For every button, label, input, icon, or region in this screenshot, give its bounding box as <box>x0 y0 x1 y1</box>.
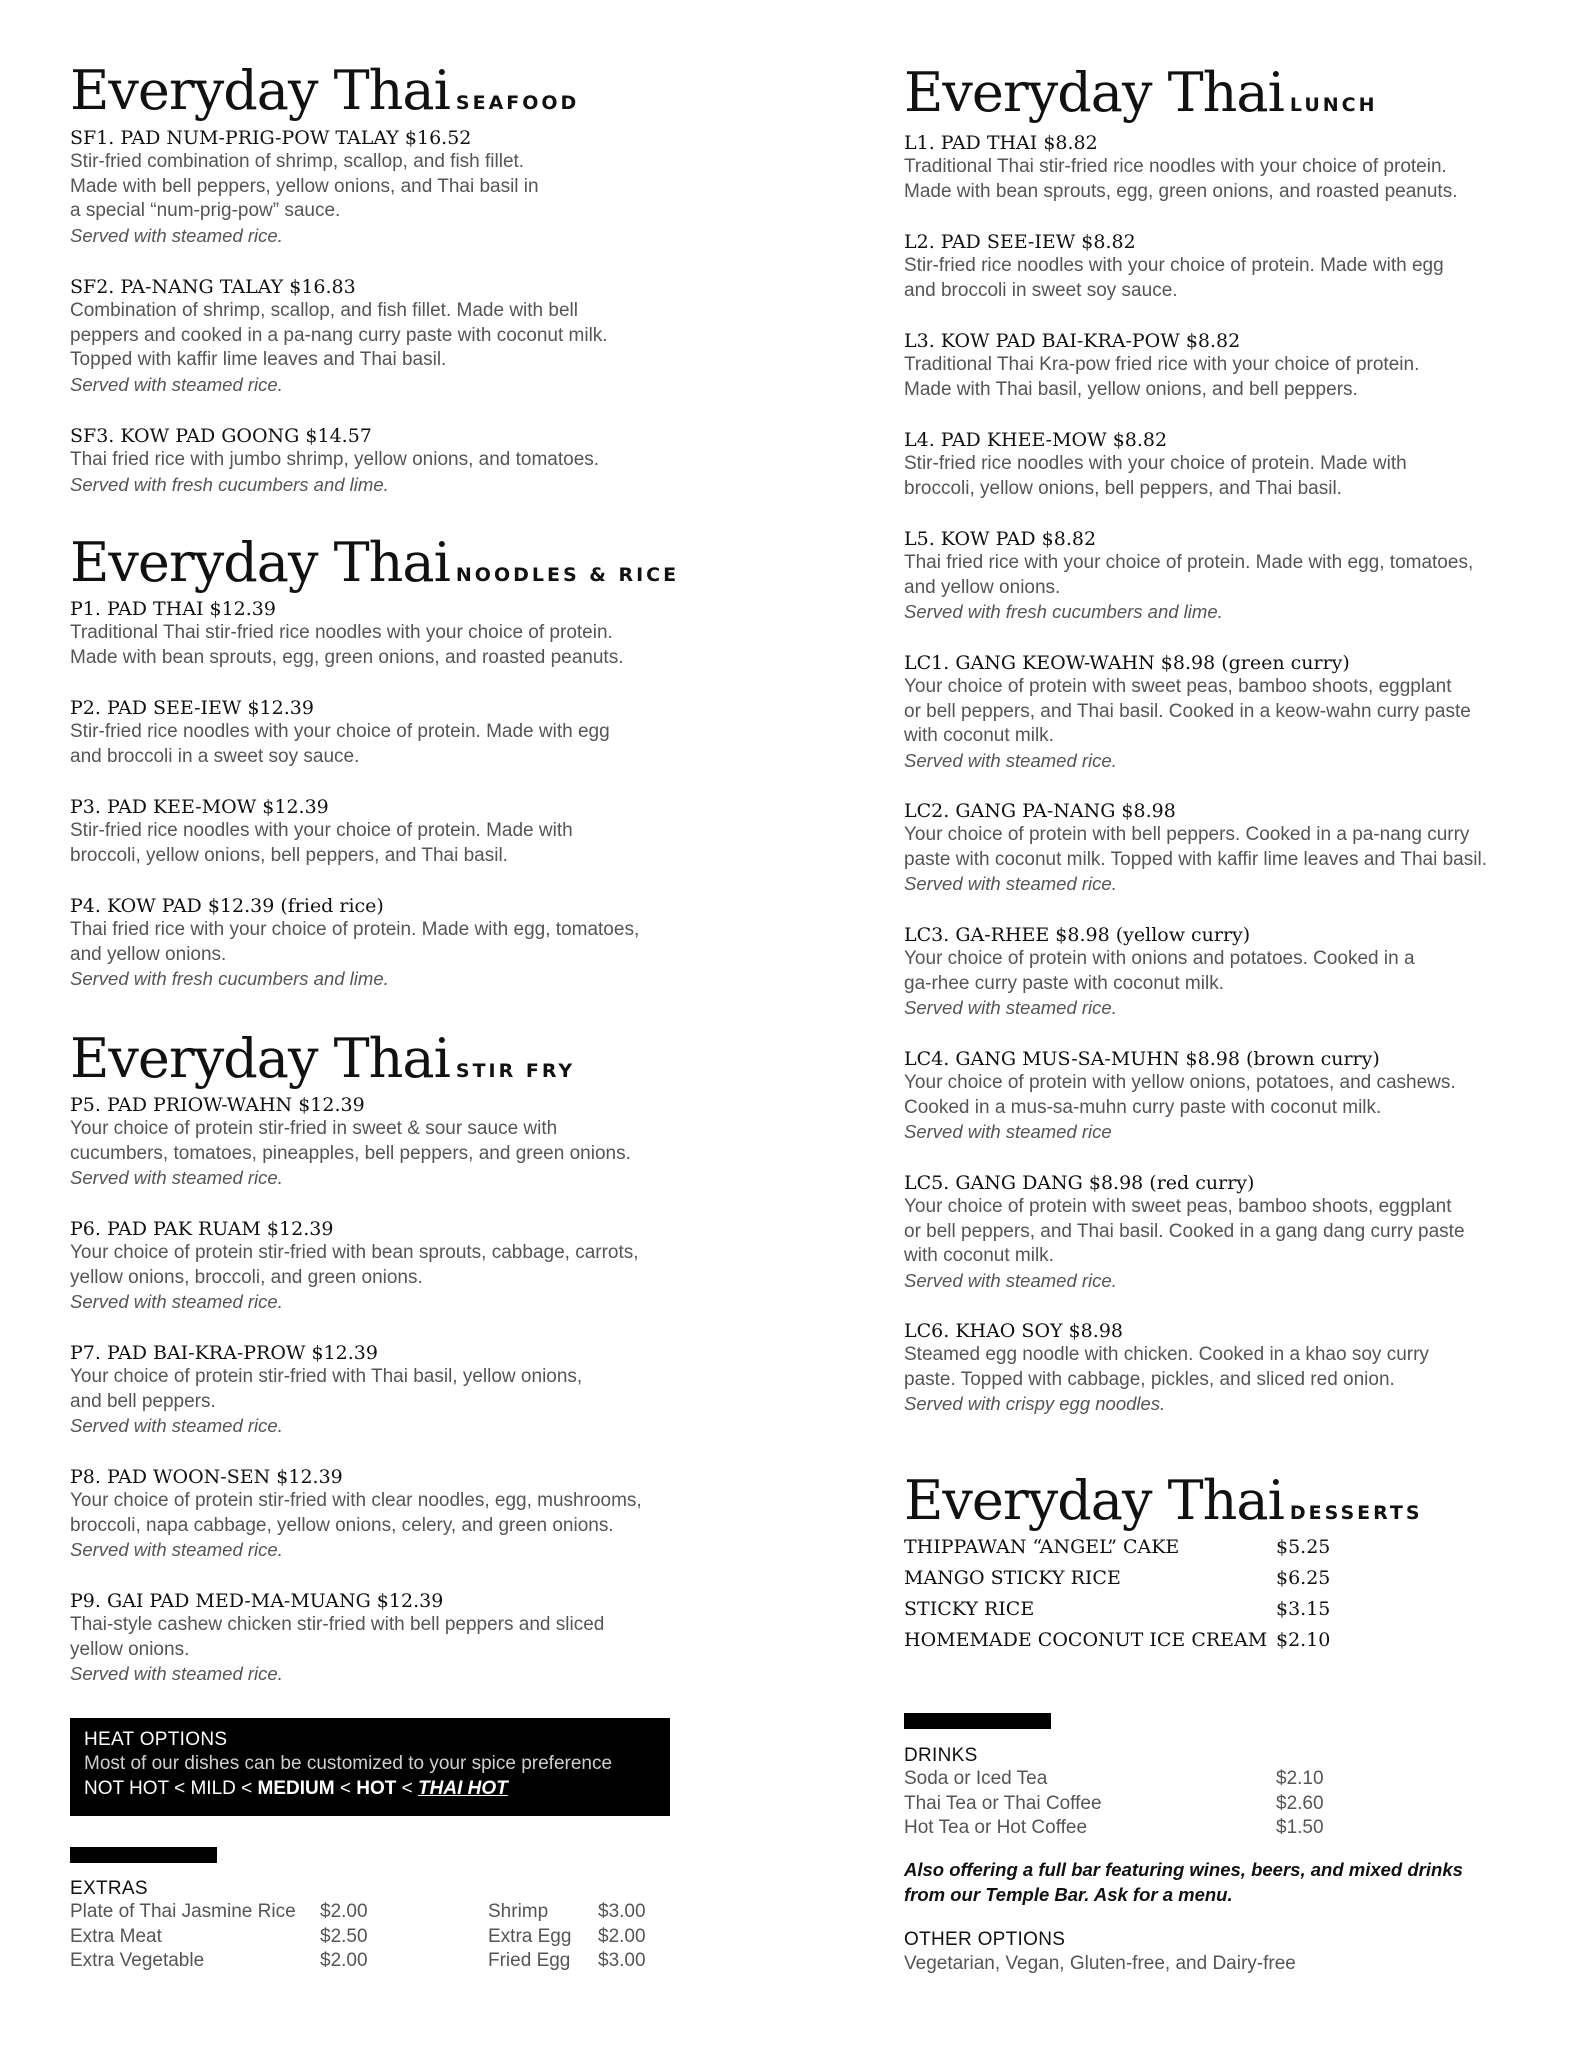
lunch-item-l1 <box>904 131 1524 204</box>
extras-row <box>70 1926 690 1951</box>
dessert-price: $2.10 <box>1276 1629 1331 1651</box>
item-desc: a special “num-prig-pow” sauce. <box>70 200 341 221</box>
item-note: Served with steamed rice. <box>70 1291 283 1312</box>
item-desc: Traditional Thai stir-fried rice noodles with your choice of protein. <box>70 622 613 643</box>
item-desc: Thai fried rice with your choice of protein. Made with egg, tomatoes, <box>904 552 1474 573</box>
extra-name: Extra Egg <box>488 1925 572 1947</box>
section-subtitle: LUNCH <box>1289 94 1378 116</box>
bar-note-line: from our Temple Bar. Ask for a menu. <box>904 1884 1233 1905</box>
item-note: Served with fresh cucumbers and lime. <box>904 601 1223 622</box>
heat-levels <box>84 1776 656 1802</box>
lunch-item-lc5 <box>904 1171 1524 1293</box>
item-title: LC6. KHAO SOY $8.98 <box>904 1320 1123 1342</box>
drink-price: $2.60 <box>1276 1792 1324 1814</box>
item-title: P5. PAD PRIOW-WAHN $12.39 <box>70 1094 365 1116</box>
drink-price: $1.50 <box>1276 1817 1324 1838</box>
noodles-item-p1 <box>70 597 690 670</box>
extra-price: $2.00 <box>320 1901 368 1922</box>
section-subtitle: SEAFOOD <box>455 92 580 114</box>
bar-note-line: Also offering a full bar featuring wines, beers, and mixed drinks <box>904 1859 1463 1880</box>
extras-title: EXTRAS <box>70 1878 148 1899</box>
drink-row <box>904 1793 1524 1818</box>
item-desc: Your choice of protein stir-fried with Thai basil, yellow onions, <box>70 1366 583 1387</box>
noodles-item-p4 <box>70 894 690 992</box>
item-desc: Thai-style cashew chicken stir-fried with bell peppers and sliced <box>70 1614 605 1635</box>
heat-options-desc: Most of our dishes can be customized to your spice preference <box>84 1753 613 1774</box>
item-desc: Made with Thai basil, yellow onions, and bell peppers. <box>904 378 1358 400</box>
lunch-item-lc1 <box>904 651 1524 773</box>
item-desc: Your choice of protein with yellow onions, potatoes, and cashews. <box>904 1072 1456 1093</box>
heat-options-box <box>70 1718 670 1816</box>
heat-separator: < <box>334 1778 357 1799</box>
dessert-name: HOMEMADE COCONUT ICE CREAM <box>904 1629 1268 1651</box>
drink-name: Hot Tea or Hot Coffee <box>904 1817 1088 1838</box>
item-title: SF2. PA-NANG TALAY $16.83 <box>70 276 356 298</box>
desserts-list <box>904 1536 1524 1660</box>
item-desc: or bell peppers, and Thai basil. Cooked in a gang dang curry paste <box>904 1220 1465 1242</box>
item-desc: yellow onions. <box>70 1638 190 1660</box>
item-desc: and bell peppers. <box>70 1390 216 1412</box>
item-title: LC3. GA-RHEE $8.98 (yellow curry) <box>904 924 1251 946</box>
brand-title: Everyday Thai <box>904 61 1284 124</box>
brand-title: Everyday Thai <box>70 59 450 122</box>
brand-title: Everyday Thai <box>70 531 450 594</box>
item-note: Served with steamed rice. <box>70 373 283 395</box>
item-desc: Combination of shrimp, scallop, and fish fillet. Made with bell <box>70 300 578 321</box>
extra-name: Fried Egg <box>488 1950 571 1971</box>
item-note: Served with steamed rice. <box>904 997 1117 1018</box>
item-desc: Stir-fried combination of shrimp, scallop, and fish fillet. <box>70 151 525 172</box>
seafood-item-sf1 <box>70 126 690 248</box>
item-desc: and yellow onions. <box>70 943 227 965</box>
noodles-item-p3 <box>70 795 690 868</box>
extra-price: $3.00 <box>598 1901 646 1922</box>
item-desc: Traditional Thai stir-fried rice noodles with your choice of protein. <box>904 156 1447 177</box>
stirfry-item-p8 <box>70 1465 690 1563</box>
item-title: L4. PAD KHEE-MOW $8.82 <box>904 429 1168 451</box>
lunch-item-lc2 <box>904 799 1524 897</box>
item-desc: Made with bean sprouts, egg, green onions, and roasted peanuts. <box>70 646 624 668</box>
other-options-text: Vegetarian, Vegan, Gluten-free, and Dairy-free <box>904 1953 1296 1974</box>
item-title: LC5. GANG DANG $8.98 (red curry) <box>904 1172 1255 1194</box>
dessert-row <box>904 1598 1524 1629</box>
item-desc: or bell peppers, and Thai basil. Cooked in a keow-wahn curry paste <box>904 700 1471 722</box>
dessert-name: STICKY RICE <box>904 1598 1035 1620</box>
dessert-price: $3.15 <box>1276 1598 1331 1620</box>
lunch-item-lc6 <box>904 1319 1524 1417</box>
drinks-section <box>904 1744 1524 1842</box>
item-title: L3. KOW PAD BAI-KRA-POW $8.82 <box>904 330 1241 352</box>
item-desc: peppers and cooked in a pa-nang curry paste with coconut milk. <box>70 324 608 346</box>
extra-price: $2.00 <box>598 1925 646 1947</box>
drinks-divider-bar <box>904 1713 1051 1729</box>
item-note: Served with fresh cucumbers and lime. <box>70 968 389 989</box>
item-desc: Cooked in a mus-sa-muhn curry paste with coconut milk. <box>904 1096 1382 1118</box>
item-note: Served with steamed rice. <box>70 1167 283 1188</box>
item-desc: paste with coconut milk. Topped with kaffir lime leaves and Thai basil. <box>904 848 1487 870</box>
lunch-item-lc4 <box>904 1047 1524 1145</box>
extra-name: Extra Meat <box>70 1925 162 1947</box>
item-note: Served with fresh cucumbers and lime. <box>70 473 389 495</box>
extra-price: $2.00 <box>320 1950 368 1971</box>
item-desc: Stir-fried rice noodles with your choice of protein. Made with <box>904 453 1407 474</box>
item-title: L1. PAD THAI $8.82 <box>904 132 1098 154</box>
heat-level-mild: MILD <box>190 1778 236 1799</box>
heat-level-thai-hot: THAI HOT <box>418 1778 508 1799</box>
dessert-row <box>904 1567 1524 1598</box>
extra-name: Extra Vegetable <box>70 1950 205 1971</box>
item-desc: Your choice of protein with sweet peas, bamboo shoots, eggplant <box>904 1196 1452 1217</box>
item-title: LC2. GANG PA-NANG $8.98 <box>904 800 1176 822</box>
item-desc: yellow onions, broccoli, and green onions. <box>70 1266 423 1288</box>
heat-options-title: HEAT OPTIONS <box>84 1729 228 1750</box>
item-title: P9. GAI PAD MED-MA-MUANG $12.39 <box>70 1590 444 1612</box>
item-desc: paste. Topped with cabbage, pickles, and sliced red onion. <box>904 1368 1395 1390</box>
dessert-price: $5.25 <box>1276 1536 1331 1558</box>
section-subtitle: DESSERTS <box>1289 1502 1423 1524</box>
section-subtitle: STIR FRY <box>455 1060 576 1082</box>
lunch-item-l2 <box>904 230 1524 303</box>
heat-level-not-hot: NOT HOT <box>84 1778 169 1799</box>
drink-price: $2.10 <box>1276 1768 1324 1789</box>
other-options-title: OTHER OPTIONS <box>904 1929 1066 1950</box>
section-subtitle: NOODLES & RICE <box>455 564 680 586</box>
drinks-title: DRINKS <box>904 1745 978 1766</box>
item-desc: Thai fried rice with jumbo shrimp, yellow onions, and tomatoes. <box>70 449 600 470</box>
seafood-item-sf2 <box>70 275 690 397</box>
item-note: Served with steamed rice. <box>70 1663 283 1684</box>
item-desc: Made with bean sprouts, egg, green onions, and roasted peanuts. <box>904 180 1458 202</box>
item-desc: ga-rhee curry paste with coconut milk. <box>904 972 1224 994</box>
heat-separator: < <box>396 1778 419 1799</box>
item-desc: Your choice of protein with bell peppers. Cooked in a pa-nang curry <box>904 824 1470 845</box>
item-title: P7. PAD BAI-KRA-PROW $12.39 <box>70 1342 378 1364</box>
dessert-row <box>904 1536 1524 1567</box>
item-desc: broccoli, yellow onions, bell peppers, and Thai basil. <box>70 844 508 866</box>
dessert-price: $6.25 <box>1276 1567 1331 1589</box>
brand-title: Everyday Thai <box>70 1027 450 1090</box>
item-note: Served with steamed rice. <box>904 749 1117 771</box>
extras-divider-bar <box>70 1847 217 1863</box>
extra-name: Plate of Thai Jasmine Rice <box>70 1901 296 1922</box>
item-title: P4. KOW PAD $12.39 (fried rice) <box>70 895 384 917</box>
item-desc: and yellow onions. <box>904 576 1061 598</box>
item-desc: Your choice of protein with sweet peas, bamboo shoots, eggplant <box>904 676 1452 697</box>
stirfry-item-p5 <box>70 1093 690 1191</box>
item-note: Served with crispy egg noodles. <box>904 1393 1166 1414</box>
item-desc: Made with bell peppers, yellow onions, and Thai basil in <box>70 175 539 197</box>
item-desc: with coconut milk. <box>904 1245 1054 1266</box>
item-title: SF3. KOW PAD GOONG $14.57 <box>70 425 372 447</box>
item-note: Served with steamed rice. <box>70 224 283 246</box>
item-title: P8. PAD WOON-SEN $12.39 <box>70 1466 343 1488</box>
seafood-item-sf3 <box>70 424 690 497</box>
item-desc: Steamed egg noodle with chicken. Cooked in a khao soy curry <box>904 1344 1429 1365</box>
stirfry-item-p6 <box>70 1217 690 1315</box>
extra-price: $3.00 <box>598 1950 646 1971</box>
noodles-heading <box>70 531 690 594</box>
item-desc: Stir-fried rice noodles with your choice of protein. Made with egg <box>70 721 610 742</box>
lunch-item-l3 <box>904 329 1524 402</box>
item-title: L2. PAD SEE-IEW $8.82 <box>904 231 1136 253</box>
item-note: Served with steamed rice <box>904 1121 1112 1142</box>
brand-title: Everyday Thai <box>904 1469 1284 1532</box>
extras-section <box>70 1877 690 1975</box>
item-title: P1. PAD THAI $12.39 <box>70 598 276 620</box>
heat-separator: < <box>235 1778 258 1799</box>
item-desc: Your choice of protein with onions and potatoes. Cooked in a <box>904 948 1415 969</box>
item-title: SF1. PAD NUM-PRIG-POW TALAY $16.52 <box>70 127 472 149</box>
item-note: Served with steamed rice. <box>904 873 1117 894</box>
item-desc: Stir-fried rice noodles with your choice of protein. Made with egg <box>904 255 1444 276</box>
lunch-item-lc3 <box>904 923 1524 1021</box>
item-desc: broccoli, napa cabbage, yellow onions, celery, and green onions. <box>70 1514 614 1536</box>
item-desc: Stir-fried rice noodles with your choice of protein. Made with <box>70 820 573 841</box>
seafood-heading <box>70 59 690 122</box>
other-options-section <box>904 1928 1524 1977</box>
bar-note <box>904 1857 1524 1907</box>
item-desc: Traditional Thai Kra-pow fried rice with your choice of protein. <box>904 354 1420 375</box>
item-note: Served with steamed rice. <box>70 1539 283 1560</box>
item-desc: Your choice of protein stir-fried in sweet & sour sauce with <box>70 1118 558 1139</box>
item-desc: and broccoli in a sweet soy sauce. <box>70 745 360 767</box>
item-title: P3. PAD KEE-MOW $12.39 <box>70 796 329 818</box>
lunch-heading <box>904 61 1524 124</box>
item-desc: and broccoli in sweet soy sauce. <box>904 279 1178 301</box>
item-title: P2. PAD SEE-IEW $12.39 <box>70 697 314 719</box>
extras-row <box>70 1950 690 1975</box>
dessert-row <box>904 1629 1524 1660</box>
extras-row <box>70 1901 690 1926</box>
dessert-name: THIPPAWAN “ANGEL” CAKE <box>904 1536 1180 1558</box>
extra-price: $2.50 <box>320 1925 368 1947</box>
item-desc: cucumbers, tomatoes, pineapples, bell peppers, and green onions. <box>70 1142 631 1164</box>
noodles-item-p2 <box>70 696 690 769</box>
drink-row <box>904 1768 1524 1793</box>
item-title: LC1. GANG KEOW-WAHN $8.98 (green curry) <box>904 652 1350 674</box>
item-desc: Your choice of protein stir-fried with clear noodles, egg, mushrooms, <box>70 1490 642 1511</box>
item-desc: Your choice of protein stir-fried with bean sprouts, cabbage, carrots, <box>70 1242 639 1263</box>
item-title: LC4. GANG MUS-SA-MUHN $8.98 (brown curry) <box>904 1048 1380 1070</box>
heat-level-hot: HOT <box>356 1778 397 1799</box>
item-title: P6. PAD PAK RUAM $12.39 <box>70 1218 334 1240</box>
item-note: Served with steamed rice. <box>904 1269 1117 1291</box>
drink-name: Thai Tea or Thai Coffee <box>904 1792 1102 1814</box>
item-desc: with coconut milk. <box>904 725 1054 746</box>
item-title: L5. KOW PAD $8.82 <box>904 528 1097 550</box>
drink-name: Soda or Iced Tea <box>904 1768 1048 1789</box>
item-desc: broccoli, yellow onions, bell peppers, and Thai basil. <box>904 477 1342 499</box>
stirfry-item-p7 <box>70 1341 690 1439</box>
heat-separator: < <box>168 1778 191 1799</box>
desserts-heading <box>904 1469 1524 1532</box>
drink-row <box>904 1817 1524 1842</box>
dessert-name: MANGO STICKY RICE <box>904 1567 1121 1589</box>
extra-name: Shrimp <box>488 1901 549 1922</box>
stirfry-heading <box>70 1027 690 1090</box>
heat-level-medium: MEDIUM <box>257 1778 335 1799</box>
item-note: Served with steamed rice. <box>70 1415 283 1436</box>
item-desc: Topped with kaffir lime leaves and Thai basil. <box>70 349 447 370</box>
item-desc: Thai fried rice with your choice of protein. Made with egg, tomatoes, <box>70 919 640 940</box>
stirfry-item-p9 <box>70 1589 690 1687</box>
lunch-item-l5 <box>904 527 1524 625</box>
lunch-item-l4 <box>904 428 1524 501</box>
